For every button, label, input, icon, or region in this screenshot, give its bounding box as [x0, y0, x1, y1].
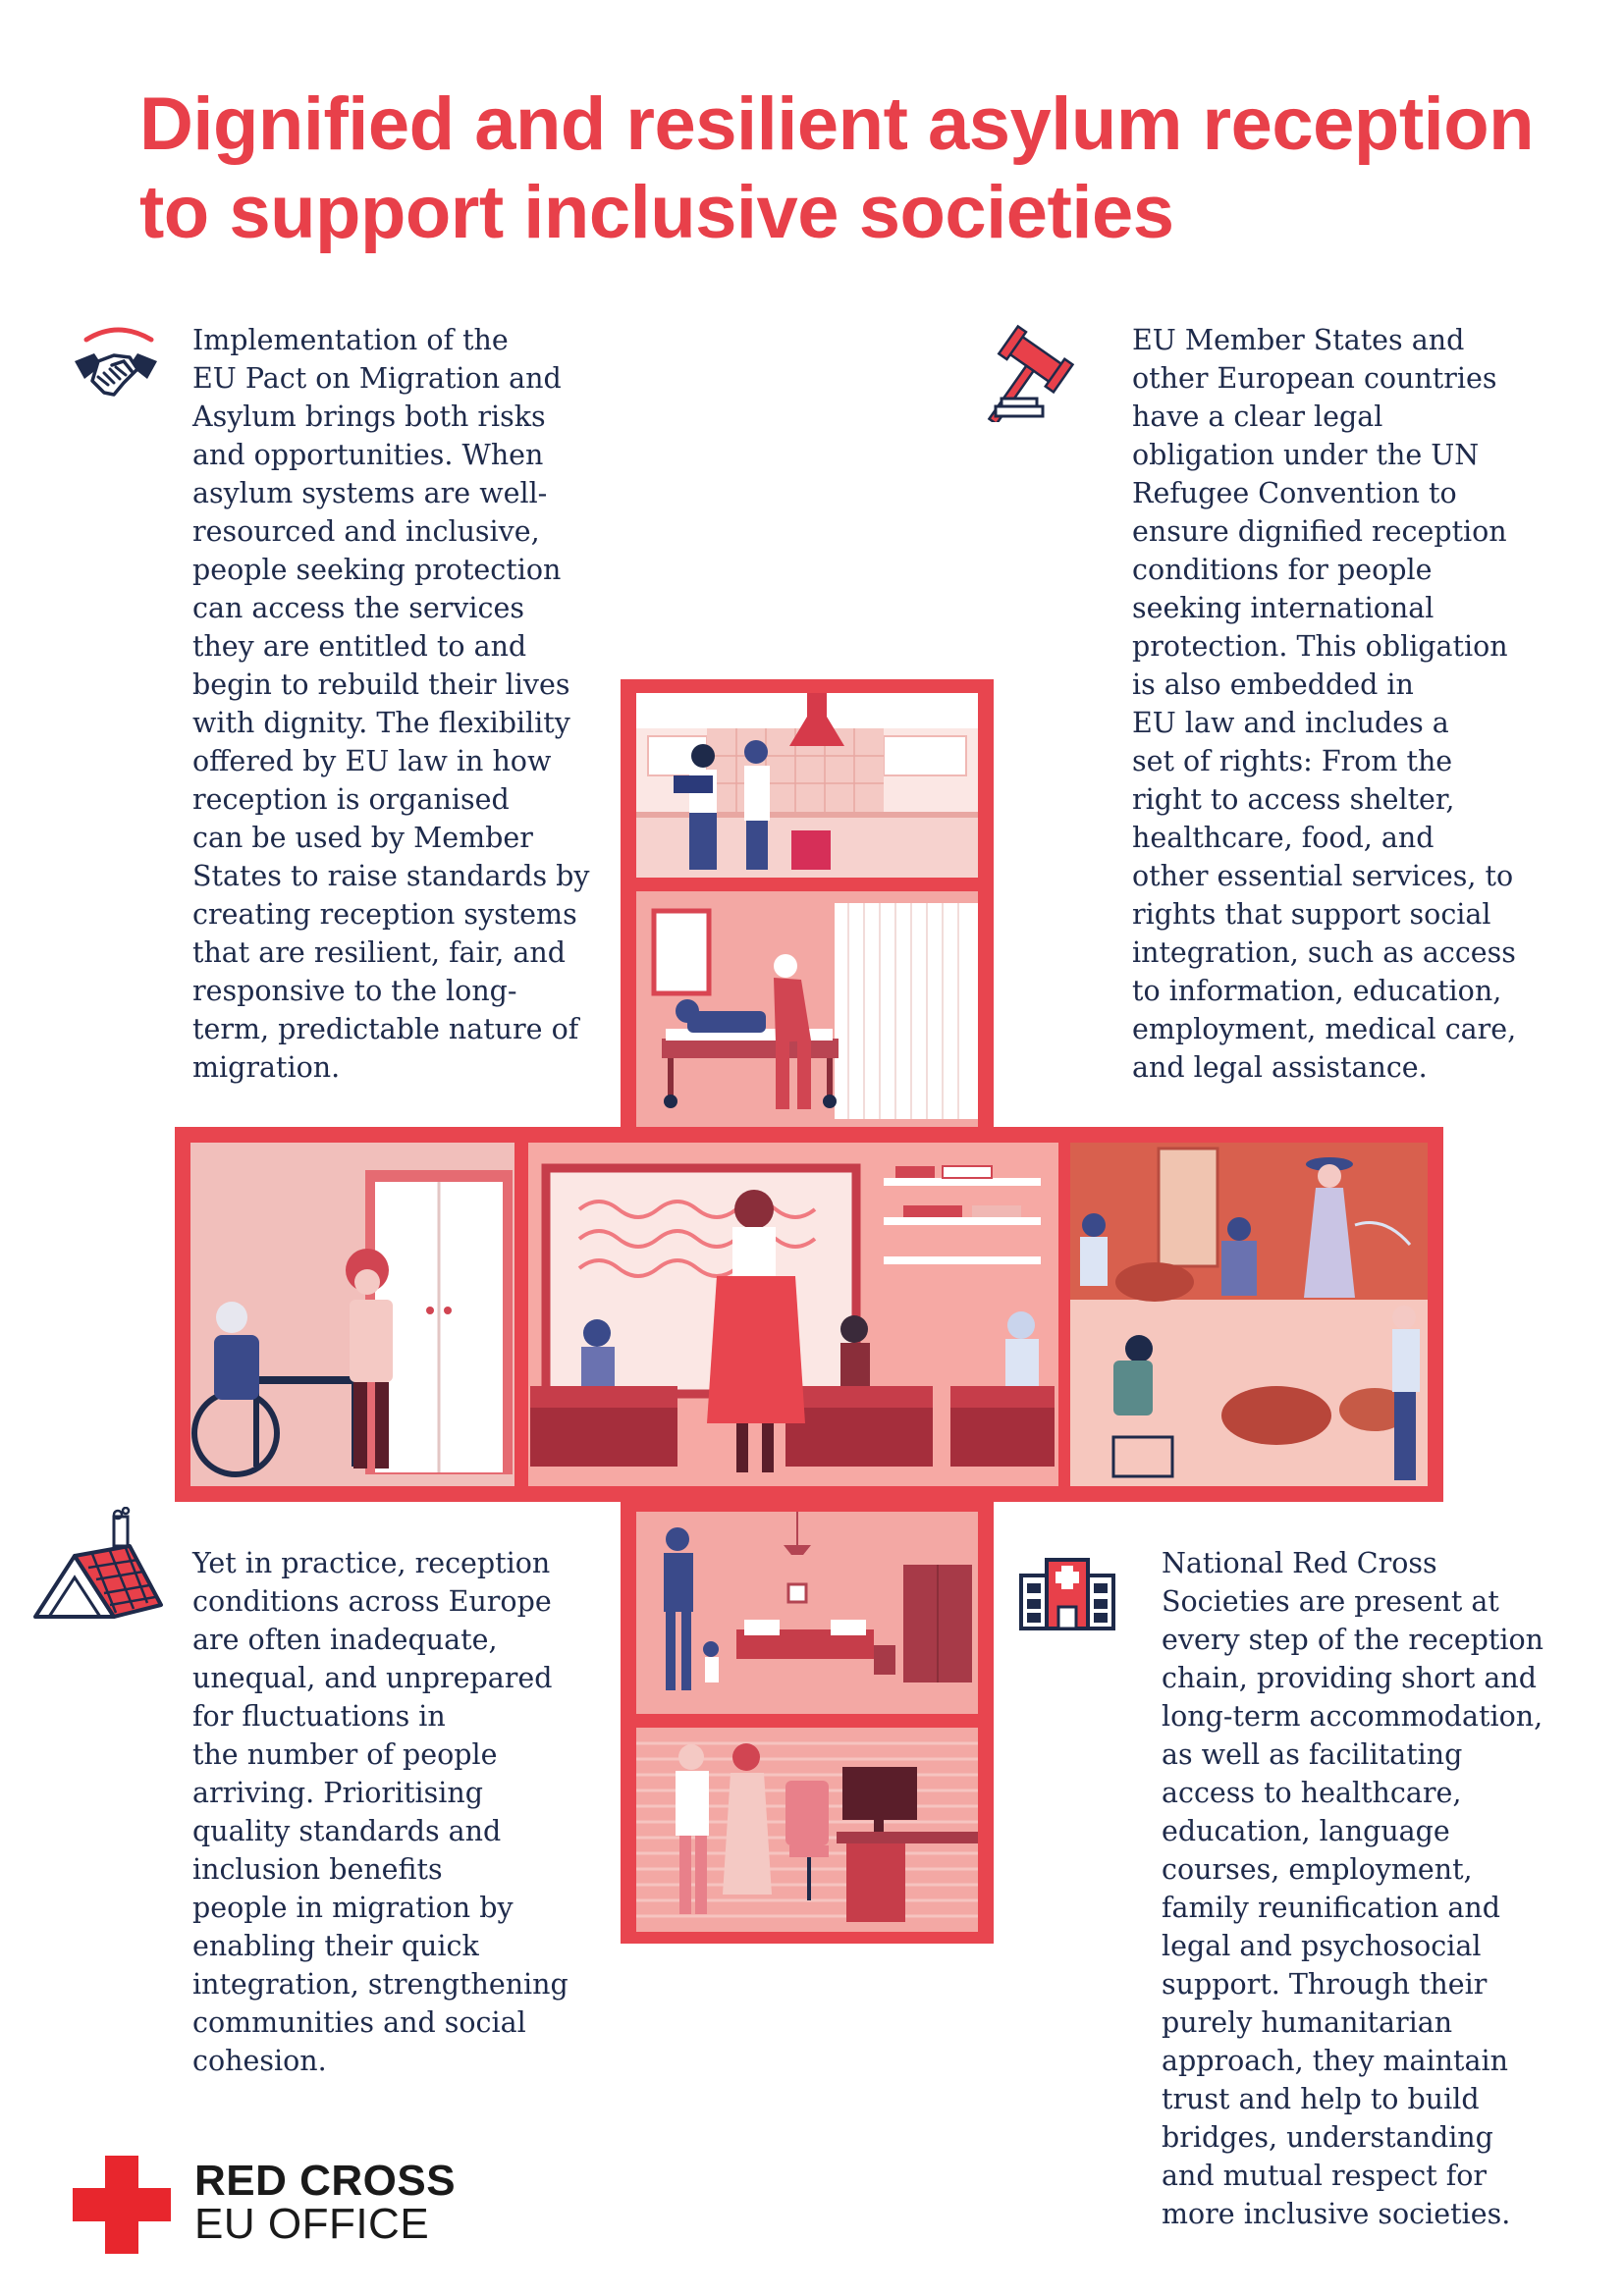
- text-line: with dignity. The flexibility: [192, 707, 570, 739]
- text-line: can be used by Member: [192, 822, 533, 854]
- text-line: education, language: [1162, 1815, 1450, 1847]
- title-line-1: Dignified and resilient asylum reception: [139, 82, 1535, 166]
- text-line: integration, such as access: [1132, 936, 1516, 969]
- text-line: Refugee Convention to: [1132, 477, 1457, 509]
- text-line: rights that support social: [1132, 898, 1491, 931]
- text-line: Implementation of the: [192, 324, 509, 356]
- text-line: and opportunities. When: [192, 439, 544, 471]
- text-line: States to raise standards by: [192, 860, 590, 892]
- text-line: integration, strengthening: [192, 1968, 568, 2001]
- text-line: healthcare, food, and: [1132, 822, 1435, 854]
- organization-logo: [194, 2157, 457, 2248]
- text-line: ensure dignified reception: [1132, 515, 1507, 548]
- text-line: migration.: [192, 1051, 341, 1084]
- text-line: EU law and includes a: [1132, 707, 1449, 739]
- text-line: bridges, understanding: [1162, 2121, 1493, 2154]
- text-line: courses, employment,: [1162, 1853, 1473, 1886]
- text-line: legal and psychosocial: [1162, 1930, 1482, 1962]
- text-line: access to healthcare,: [1162, 1777, 1462, 1809]
- text-line: term, predictable nature of: [192, 1013, 579, 1045]
- text-line: to information, education,: [1132, 975, 1502, 1007]
- bedroom-scene: [636, 1512, 978, 1714]
- text-line: Societies are present at: [1162, 1585, 1499, 1618]
- text-line: trust and help to build: [1162, 2083, 1480, 2115]
- text-line: support. Through their: [1162, 1968, 1488, 2001]
- text-line: are often inadequate,: [192, 1624, 498, 1656]
- text-line: National Red Cross: [1162, 1547, 1437, 1579]
- text-line: other European countries: [1132, 362, 1497, 395]
- text-line: other essential services, to: [1132, 860, 1514, 892]
- text-line: unequal, and unprepared: [192, 1662, 553, 1694]
- text-line: have a clear legal: [1132, 400, 1383, 433]
- text-line: communities and social: [192, 2006, 526, 2039]
- text-line: chain, providing short and: [1162, 1662, 1538, 1694]
- title-line-2: to support inclusive societies: [139, 171, 1174, 254]
- text-line: is also embedded in: [1132, 668, 1414, 701]
- text-line: more inclusive societies.: [1162, 2198, 1511, 2230]
- text-line: EU Member States and: [1132, 324, 1465, 356]
- medical-scene: [636, 891, 978, 1127]
- text-line: Asylum brings both risks: [192, 400, 546, 433]
- text-line: that are resilient, fair, and: [192, 936, 566, 969]
- text-line: purely humanitarian: [1162, 2006, 1453, 2039]
- text-line: set of rights: From the: [1132, 745, 1453, 777]
- text-line: the number of people: [192, 1738, 498, 1771]
- text-line: conditions across Europe: [192, 1585, 552, 1618]
- red-cross-logo-icon: [73, 2156, 171, 2254]
- text-line: creating reception systems: [192, 898, 577, 931]
- text-line: obligation under the UN: [1132, 439, 1480, 471]
- text-line: as well as facilitating: [1162, 1738, 1463, 1771]
- text-line: inclusion benefits: [192, 1853, 443, 1886]
- elderly-care-scene: [190, 1143, 514, 1486]
- classroom-scene: [528, 1143, 1058, 1486]
- text-line: employment, medical care,: [1132, 1013, 1517, 1045]
- text-line: people in migration by: [192, 1892, 514, 1924]
- text-line: approach, they maintain: [1162, 2045, 1508, 2077]
- text-line: responsive to the long-: [192, 975, 517, 1007]
- text-line: long-term accommodation,: [1162, 1700, 1543, 1733]
- text-line: quality standards and: [192, 1815, 502, 1847]
- text-line: and legal assistance.: [1132, 1051, 1428, 1084]
- text-line: offered by EU law in how: [192, 745, 552, 777]
- text-line: every step of the reception: [1162, 1624, 1544, 1656]
- text-line: for fluctuations in: [192, 1700, 446, 1733]
- text-line: seeking international: [1132, 592, 1435, 624]
- text-line: people seeking protection: [192, 554, 562, 586]
- kitchen-scene: [636, 693, 978, 878]
- text-line: arriving. Prioritising: [192, 1777, 484, 1809]
- text-line: conditions for people: [1132, 554, 1433, 586]
- garden-scene: [1070, 1143, 1428, 1486]
- text-line: protection. This obligation: [1132, 630, 1508, 663]
- text-line: family reunification and: [1162, 1892, 1500, 1924]
- text-line: can access the services: [192, 592, 524, 624]
- text-line: cohesion.: [192, 2045, 327, 2077]
- text-line: they are entitled to and: [192, 630, 527, 663]
- text-line: and mutual respect for: [1162, 2160, 1488, 2192]
- text-line: asylum systems are well-: [192, 477, 548, 509]
- office-scene: [636, 1728, 978, 1932]
- logo-line-1: RED CROSS: [194, 2157, 457, 2205]
- text-line: begin to rebuild their lives: [192, 668, 570, 701]
- text-line: EU Pact on Migration and: [192, 362, 562, 395]
- text-line: enabling their quick: [192, 1930, 479, 1962]
- text-line: Yet in practice, reception: [192, 1547, 551, 1579]
- text-line: resourced and inclusive,: [192, 515, 540, 548]
- text-line: reception is organised: [192, 783, 510, 816]
- logo-line-2: EU OFFICE: [194, 2200, 430, 2248]
- text-line: right to access shelter,: [1132, 783, 1455, 816]
